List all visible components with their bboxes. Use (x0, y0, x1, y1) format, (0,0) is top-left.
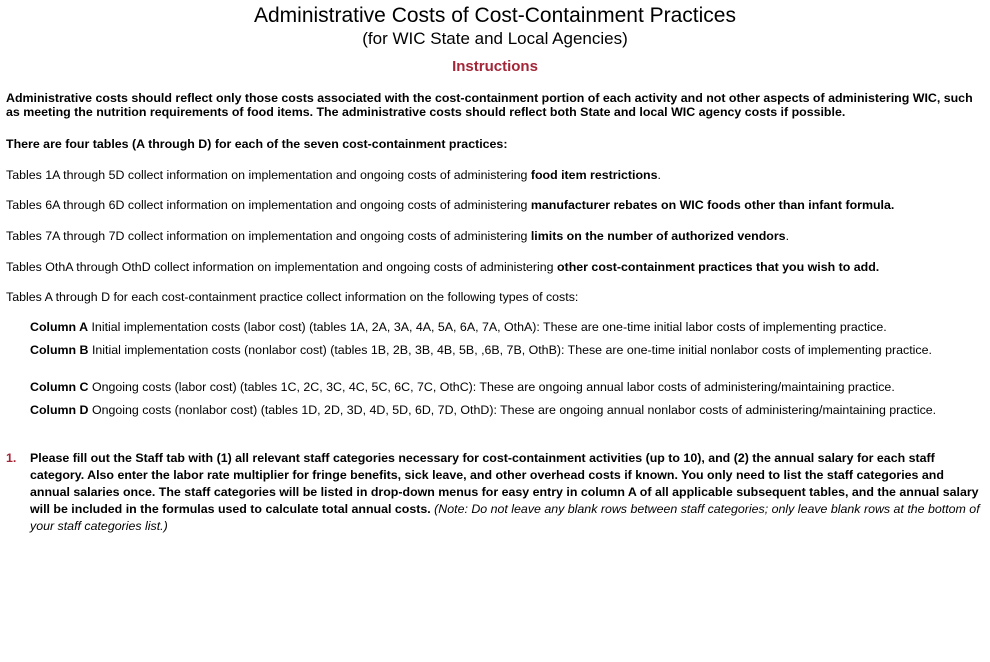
practice-name: manufacturer rebates on WIC foods other than infant formula. (530, 198, 895, 212)
step-number: 1. (6, 451, 17, 465)
types-intro: Tables A through D for each cost-containment practice collect information on the following types of costs: (6, 290, 579, 304)
column-a-description (30, 320, 965, 334)
column-label: Column A (30, 320, 89, 334)
practice-name: food item restrictions (530, 168, 658, 182)
column-label: Column D (30, 403, 89, 417)
step-text: Please fill out the Staff tab with (1) all relevant staff categories necessary for cost-containment activities (up to 10), and (2) the annual salary for each staff category. Also enter the labor rate multiplier for fringe benefits, sick leave, and other overhead costs if known. You only need to list the staff categories and annual salaries once. The staff categories will be listed in drop-down menus for easy entry in column A of all applicable subsequent tables, and the annual salary will be included in the formulas used to calculate total annual costs. (30, 451, 979, 516)
admin-costs-paragraph: Administrative costs should reflect only those costs associated with the cost-containment portion of each activity and not other aspects of administering WIC, such as meeting the nutrition requirements of food items. The administrative costs should reflect both State and local WIC agency costs if possible. (6, 91, 973, 119)
step-note: (Note: Do not leave any blank rows between staff categories; only leave blank rows at the bottom of your staff categories list.) (30, 502, 980, 533)
page-subtitle: (for WIC State and Local Agencies) (362, 29, 628, 48)
tables-line-prefix: Tables 7A through 7D collect information on implementation and ongoing costs of administering (6, 229, 531, 243)
column-label: Column C (30, 380, 89, 394)
tables-line-rebates (6, 198, 981, 212)
column-text: Initial implementation costs (nonlabor cost) (tables 1B, 2B, 3B, 4B, 5B, ,6B, 7B, OthB): These are one-time initial nonlabor costs of implementing practice. (88, 343, 932, 357)
practice-name: other cost-containment practices that you wish to add. (557, 260, 880, 274)
tables-line-prefix: Tables 6A through 6D collect information on implementation and ongoing costs of administering (6, 198, 531, 212)
tables-line-suffix: . (657, 168, 661, 182)
four-tables-paragraph: There are four tables (A through D) for each of the seven cost-containment practices: (6, 137, 508, 151)
tables-line-other (6, 260, 981, 274)
tables-line-vendors (6, 229, 981, 243)
column-label: Column B (30, 343, 89, 357)
column-text: Ongoing costs (nonlabor cost) (tables 1D, 2D, 3D, 4D, 5D, 6D, 7D, OthD): These are ongoing annual nonlabor costs of administering/maintaining practice. (88, 403, 937, 417)
page-title: Administrative Costs of Cost-Containment Practices (253, 4, 736, 27)
tables-line-prefix: Tables 1A through 5D collect information on implementation and ongoing costs of administering (6, 168, 531, 182)
column-b-description (30, 343, 965, 357)
column-d-description (30, 403, 965, 417)
column-text: Ongoing costs (labor cost) (tables 1C, 2C, 3C, 4C, 5C, 6C, 7C, OthC): These are ongoing annual labor costs of administering/maintaining practice. (88, 380, 895, 394)
tables-line-prefix: Tables OthA through OthD collect information on implementation and ongoing costs of administering (6, 260, 558, 274)
instructions-heading: Instructions (452, 58, 538, 75)
step-1-instruction (30, 450, 980, 535)
column-c-description (30, 380, 965, 394)
tables-line-food (6, 168, 981, 182)
practice-name: limits on the number of authorized vendors (530, 229, 786, 243)
column-text: Initial implementation costs (labor cost) (tables 1A, 2A, 3A, 4A, 5A, 6A, 7A, OthA): These are one-time initial labor costs of implementing practice. (88, 320, 887, 334)
tables-line-suffix: . (785, 229, 790, 243)
